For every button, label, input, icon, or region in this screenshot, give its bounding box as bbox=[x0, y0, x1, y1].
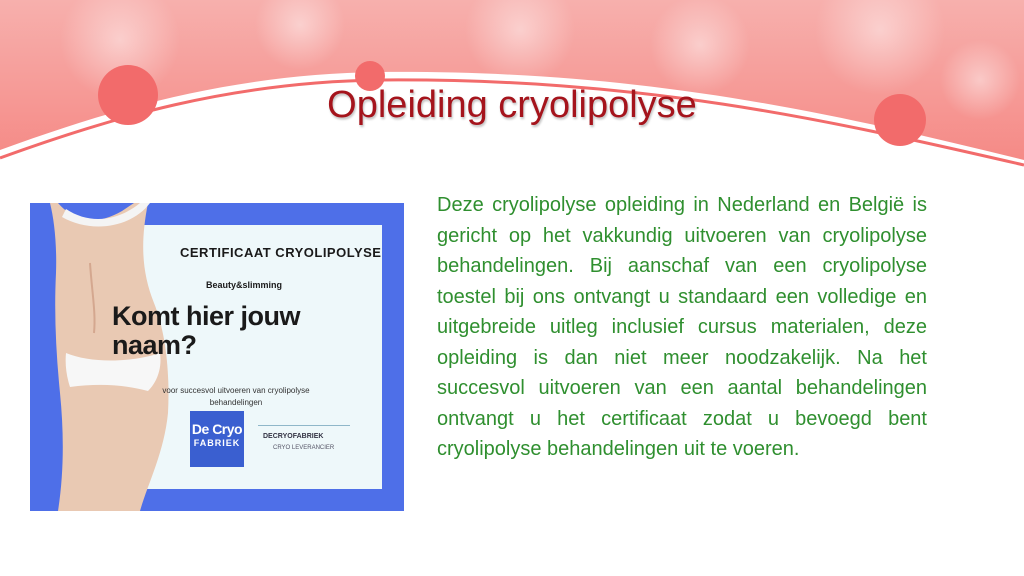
certificate-description: voor succesvol uitvoeren van cryolipolyse behandelingen bbox=[162, 386, 310, 407]
certificate-company: DECRYOFABRIEK bbox=[263, 433, 324, 440]
signature-line bbox=[258, 425, 350, 426]
logo-line-1: De Cryo bbox=[191, 421, 243, 437]
logo-line-2: FABRIEK bbox=[193, 438, 241, 448]
certificate-subtitle: Beauty&slimming bbox=[206, 280, 283, 290]
certificate-image bbox=[30, 203, 404, 511]
slide-title: Opleiding cryolipolyse bbox=[327, 84, 697, 126]
brand-logo bbox=[190, 411, 244, 467]
certificate-title: CERTIFICAAT CRYOLIPOLYSE bbox=[180, 245, 382, 260]
certificate-company-tagline: CRYO LEVERANCIER bbox=[273, 445, 335, 451]
certificate-name-placeholder: Komt hier jouw naam? bbox=[112, 301, 300, 360]
body-paragraph: Deze cryolipolyse opleiding in Nederland en België is gericht op het vakkundig uitvoeren van cryolipolyse behandelingen. Bij aanschaf van een cryolipolyse toestel bij ons ontvangt u standaard een volledige en uitgebreide uitleg inclusief cursus materialen, deze opleiding is dan niet meer noodzakelijk. Na het succesvol uitvoeren van een aantal behandelingen ontvangt u het certificaat zodat u bevoegd bent cryolipolyse behandelingen uit te voeren. bbox=[437, 194, 927, 460]
